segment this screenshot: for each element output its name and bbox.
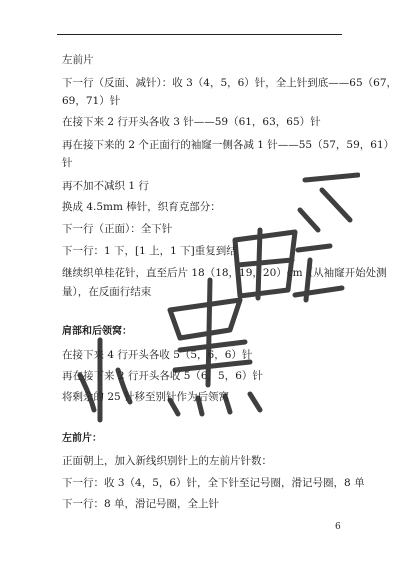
page-number: 6 (335, 522, 341, 532)
text-line: 下一行：8 单，滑记号圈，全上针 (62, 498, 220, 510)
section-heading-shoulders: 肩部和后领窝： (62, 326, 132, 337)
text-line: 下一行（反面、减针）：收 3（4，5，6）针，全上针到底——65（67， (62, 77, 398, 89)
text-line: 将剩余的 25 针移至别针作为后领窝 (62, 391, 230, 403)
text-line: 继续织单桂花针，直至后片 18（18，19，20）cm（从袖窿开始处测 (62, 267, 387, 279)
text-line: 量），在反面行结束 (62, 286, 152, 298)
section-heading-left-front-2: 左前片： (62, 433, 102, 444)
text-line: 再在接下来 2 行开头各收 5（6，5，6）针 (62, 370, 263, 382)
text-line: 下一行：收 3（4，5，6）针，全下针至记号圈，滑记号圈，8 单 (62, 477, 365, 489)
text-line: 下一行：1 下，[1 上，1 下]重复到结 (62, 245, 237, 257)
section-heading-left-front: 左前片 (62, 54, 94, 66)
text-line: 换成 4.5mm 棒针，织育克部分： (62, 201, 221, 213)
text-line: 在接下来 4 行开头各收 5（5，6，6）针 (62, 349, 253, 361)
text-line: 正面朝上，加入新线织别针上的左前片针数： (62, 455, 272, 467)
text-line: 再在接下来的 2 个正面行的袖窿一侧各减 1 针——55（57，59，61） (62, 139, 395, 151)
text-line: 下一行（正面）：全下针 (62, 223, 173, 235)
text-line: 在接下来 2 行开头各收 3 针——59（61，63，65）针 (62, 116, 321, 128)
text-line: 再不加不减织 1 行 (62, 180, 149, 192)
text-line: 69，71）针 (62, 95, 121, 107)
header-rule (57, 34, 342, 35)
text-line: 针 (62, 157, 73, 169)
